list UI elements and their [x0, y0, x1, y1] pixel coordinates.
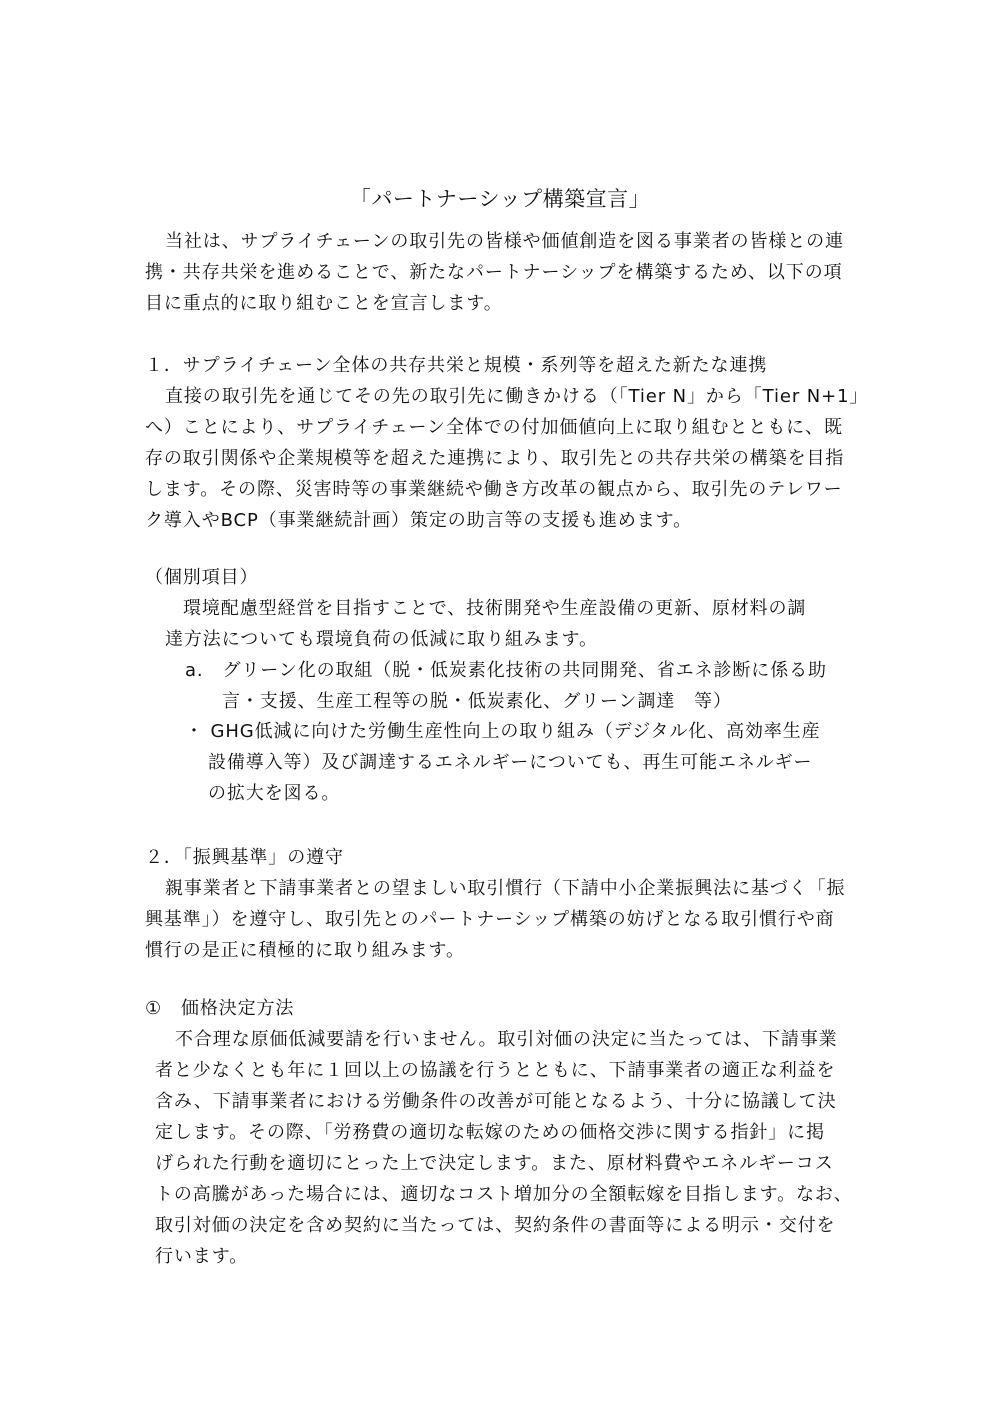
section1-line-2: へ）ことにより、サプライチェーン全体での付加価値向上に取り組むとともに、既	[145, 417, 843, 438]
subsection1-heading: ① 価格決定方法	[145, 998, 295, 1019]
intro-line-1: 当社は、サプライチェーンの取引先の皆様や価値創造を図る事業者の皆様との連	[165, 231, 844, 252]
subsection1-line-7: 取引対価の決定を含め契約に当たっては、契約条件の書面等による明示・交付を	[155, 1215, 836, 1236]
individual-line-1: 環境配慮型経営を目指すことで、技術開発や生産設備の更新、原材料の調	[183, 598, 807, 619]
section2-heading: ２．「振興基準」の遵守	[145, 847, 344, 868]
subsection1-line-4: 定します。その際、「労務費の適切な転嫁のための価格交渉に関する指針」に掲	[155, 1122, 825, 1143]
item-b-line-1: ・ GHG低減に向けた労働生産性向上の取り組み（デジタル化、高効率生産	[185, 721, 821, 742]
section1-line-5: ク導入やBCP（事業継続計画）策定の助言等の支援も進めます。	[145, 510, 693, 531]
item-a-line-2: 言・支援、生産工程等の脱・低炭素化、グリーン調達 等）	[222, 691, 732, 712]
section2-line-3: 慣行の是正に積極的に取り組みます。	[145, 940, 465, 961]
subsection1-line-3: 含み、下請事業者における労働条件の改善が可能となるよう、十分に協議して決	[155, 1091, 837, 1112]
section1-heading: １．サプライチェーン全体の共存共栄と規模・系列等を超えた新たな連携	[145, 355, 768, 376]
subsection1-line-2: 者と少なくとも年に１回以上の協議を行うとともに、下請事業者の適正な利益を	[155, 1060, 836, 1081]
item-b-line-3: の拡大を図る。	[208, 783, 341, 804]
section1-line-1: 直接の取引先を通じてその先の取引先に働きかける（「Tier N」から「Tier N+1」	[165, 386, 869, 407]
subsection1-line-5: げられた行動を適切にとった上で決定します。また、原材料費やエネルギーコス	[155, 1153, 834, 1174]
subsection1-line-1: 不合理な原価低減要請を行いません。取引対価の決定に当たっては、下請事業	[175, 1029, 838, 1050]
item-b-line-2: 設備導入等）及び調達するエネルギーについても、再生可能エネルギー	[208, 752, 813, 773]
item-a-line-1: a. グリーン化の取組（脱・低炭素化技術の共同開発、省エネ診断に係る助	[185, 660, 827, 681]
intro-line-3: 目に重点的に取り組むことを宣言します。	[145, 293, 503, 314]
section1-line-3: 存の取引関係や企業規模等を超えた連携により、取引先との共存共栄の構築を目指	[145, 448, 845, 469]
section2-line-1: 親事業者と下請事業者との望ましい取引慣行（下請中小企業振興法に基づく「振	[165, 878, 846, 899]
individual-heading: （個別項目）	[145, 567, 259, 588]
individual-line-2: 達方法についても環境負荷の低減に取り組みます。	[165, 629, 598, 650]
section2-line-2: 興基準」）を遵守し、取引先とのパートナーシップ構築の妨げとなる取引慣行や商	[145, 909, 835, 930]
subsection1-line-6: トの高騰があった場合には、適切なコスト増加分の全額転嫁を目指します。なお、	[155, 1184, 853, 1205]
section1-line-4: します。その際、災害時等の事業継続や働き方改革の観点から、取引先のテレワー	[145, 479, 843, 500]
page-title: 「パートナーシップ構築宣言」	[349, 187, 651, 211]
subsection1-line-8: 行います。	[155, 1246, 249, 1267]
intro-line-2: 携・共存共栄を進めることで、新たなパートナーシップを構築するため、以下の項	[145, 262, 843, 283]
